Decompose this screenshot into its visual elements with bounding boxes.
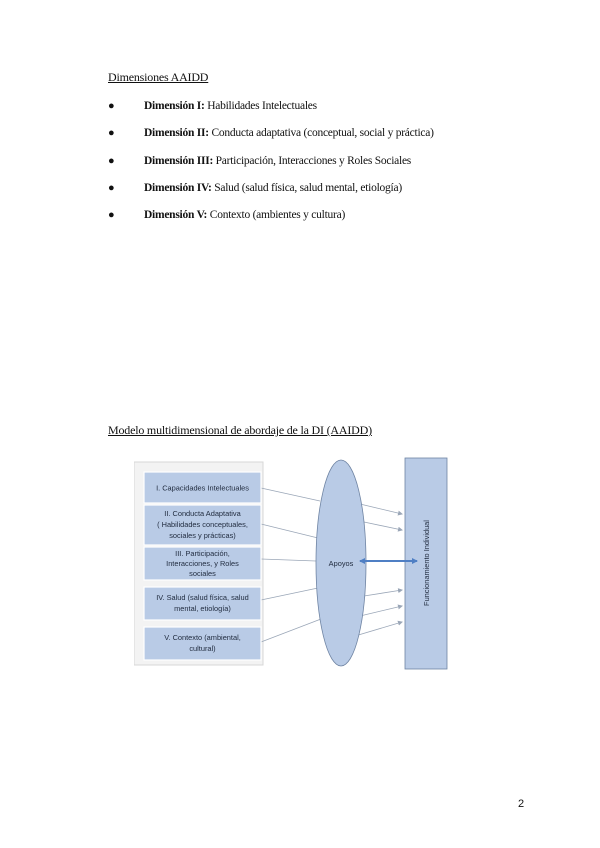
dimension-label: Dimensión III: <box>144 154 214 167</box>
svg-text:cultural): cultural) <box>189 644 216 653</box>
svg-text:sociales y prácticas): sociales y prácticas) <box>169 531 236 540</box>
bullet-icon: ● <box>108 181 115 194</box>
dimension-label: Dimensión I: <box>144 100 205 112</box>
ellipse-label: Apoyos <box>328 559 354 568</box>
section-title-dimensiones: Dimensiones AAIDD <box>108 70 209 84</box>
svg-text:II. Conducta Adaptativa: II. Conducta Adaptativa <box>164 509 241 518</box>
dimension-text: Conducta adaptativa (conceptual, social y práctica) <box>211 127 434 140</box>
dimension-box <box>144 505 261 545</box>
dimension-box <box>144 627 261 660</box>
bar-label: Funcionamiento Individual <box>422 520 431 606</box>
dimension-box <box>144 587 261 620</box>
dimension-text: Contexto (ambientes y cultura) <box>209 209 346 222</box>
page-number: 2 <box>518 798 525 810</box>
dimension-text: Habilidades Intelectuales <box>207 100 317 112</box>
svg-text:III. Participación,: III. Participación, <box>175 549 230 558</box>
aaidd-model-diagram <box>134 456 464 670</box>
bullet-icon: ● <box>108 127 115 140</box>
svg-text:( Habilidades conceptuales,: ( Habilidades conceptuales, <box>157 520 248 529</box>
supports-ellipse <box>316 460 366 666</box>
section-title-modelo: Modelo multidimensional de abordaje de la DI (AAIDD) <box>108 423 372 437</box>
dimension-label: Dimensión IV: <box>144 181 212 194</box>
dimension-box <box>144 547 261 580</box>
bullet-icon: ● <box>108 209 115 222</box>
bullet-icon: ● <box>108 100 115 112</box>
svg-text:IV. Salud (salud física, salud: IV. Salud (salud física, salud <box>156 593 249 602</box>
svg-text:sociales: sociales <box>189 569 216 578</box>
individual-functioning-bar <box>405 458 447 669</box>
bullet-icon: ● <box>108 154 115 167</box>
svg-text:mental, etiología): mental, etiología) <box>174 604 231 613</box>
svg-text:Interacciones, y Roles: Interacciones, y Roles <box>166 559 239 568</box>
dimension-text: Salud (salud física, salud mental, etiología) <box>214 181 402 194</box>
dimension-box <box>144 472 261 503</box>
svg-text:I. Capacidades Intelectuales: I. Capacidades Intelectuales <box>156 483 249 493</box>
dimension-label: Dimensión II: <box>144 127 209 140</box>
dimension-label: Dimensión V: <box>144 209 208 222</box>
dimension-text: Participación, Interacciones y Roles Sociales <box>215 154 412 167</box>
svg-text:V. Contexto (ambiental,: V. Contexto (ambiental, <box>164 633 241 642</box>
